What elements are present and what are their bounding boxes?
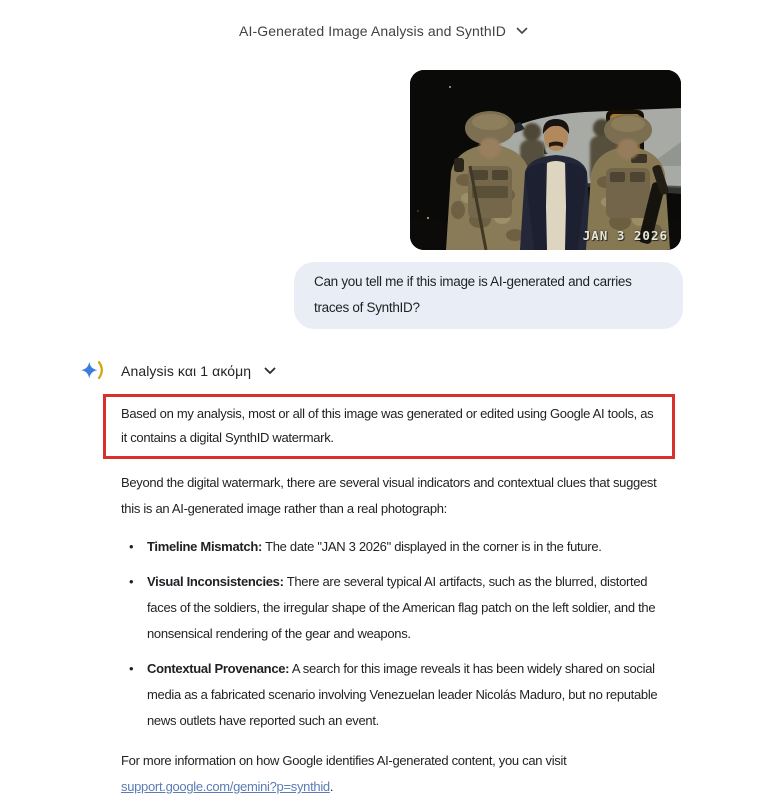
photo-timestamp: JAN 3 2026 [582, 228, 668, 243]
photo-illustration [410, 70, 681, 250]
user-message-bubble [294, 262, 683, 329]
response-footer [121, 748, 677, 800]
model-thoughts-label: Analysis και 1 ακόμη [121, 363, 252, 379]
list-item-term: Visual Inconsistencies: [147, 574, 284, 589]
list-item-contextual-provenance [121, 656, 677, 734]
list-item-term: Contextual Provenance: [147, 661, 290, 676]
response-intro: Beyond the digital watermark, there are several visual indicators and contextual clues that suggest this is an AI-generated image rather than a real photograph: [121, 475, 657, 516]
conversation-title-dropdown[interactable] [239, 23, 528, 39]
indicator-list [121, 534, 677, 734]
highlighted-answer-box [103, 394, 675, 459]
list-item-text: A search for this image reveals it has been widely shared on social media as a fabricated scenario involving Venezuelan leader Nicolás Maduro, but no reputable news outlets have reported such an event. [147, 661, 658, 728]
page-title: AI-Generated Image Analysis and SynthID [239, 23, 506, 39]
model-response-body [121, 470, 677, 800]
list-item-text: The date "JAN 3 2026" displayed in the corner is in the future. [265, 539, 602, 554]
highlighted-answer-text: Based on my analysis, most or all of this image was generated or edited using Google AI tools, as it contains a digital SynthID watermark. [121, 406, 654, 445]
list-item-timeline-mismatch [121, 534, 677, 560]
user-message-text: Can you tell me if this image is AI-generated and carries traces of SynthID? [314, 274, 632, 315]
model-thoughts-toggle[interactable] [80, 359, 767, 383]
uploaded-image-thumbnail[interactable] [410, 70, 681, 250]
list-item-text: There are several typical AI artifacts, such as the blurred, distorted faces of the soldiers, the irregular shape of the American flag patch on the left soldier, and the nonsensical rendering of the gear and weapons. [147, 574, 656, 641]
footer-text: For more information on how Google identifies AI-generated content, you can visit [121, 753, 567, 768]
footer-suffix: . [329, 779, 334, 794]
chevron-down-icon [516, 27, 528, 35]
gemini-sparkle-icon [80, 359, 106, 383]
synthid-support-link[interactable]: support.google.com/gemini?p=synthid [121, 779, 330, 794]
list-item-term: Timeline Mismatch: [147, 539, 263, 554]
chevron-down-icon [264, 367, 276, 375]
list-item-visual-inconsistencies [121, 569, 677, 647]
conversation-title-bar [0, 0, 767, 46]
